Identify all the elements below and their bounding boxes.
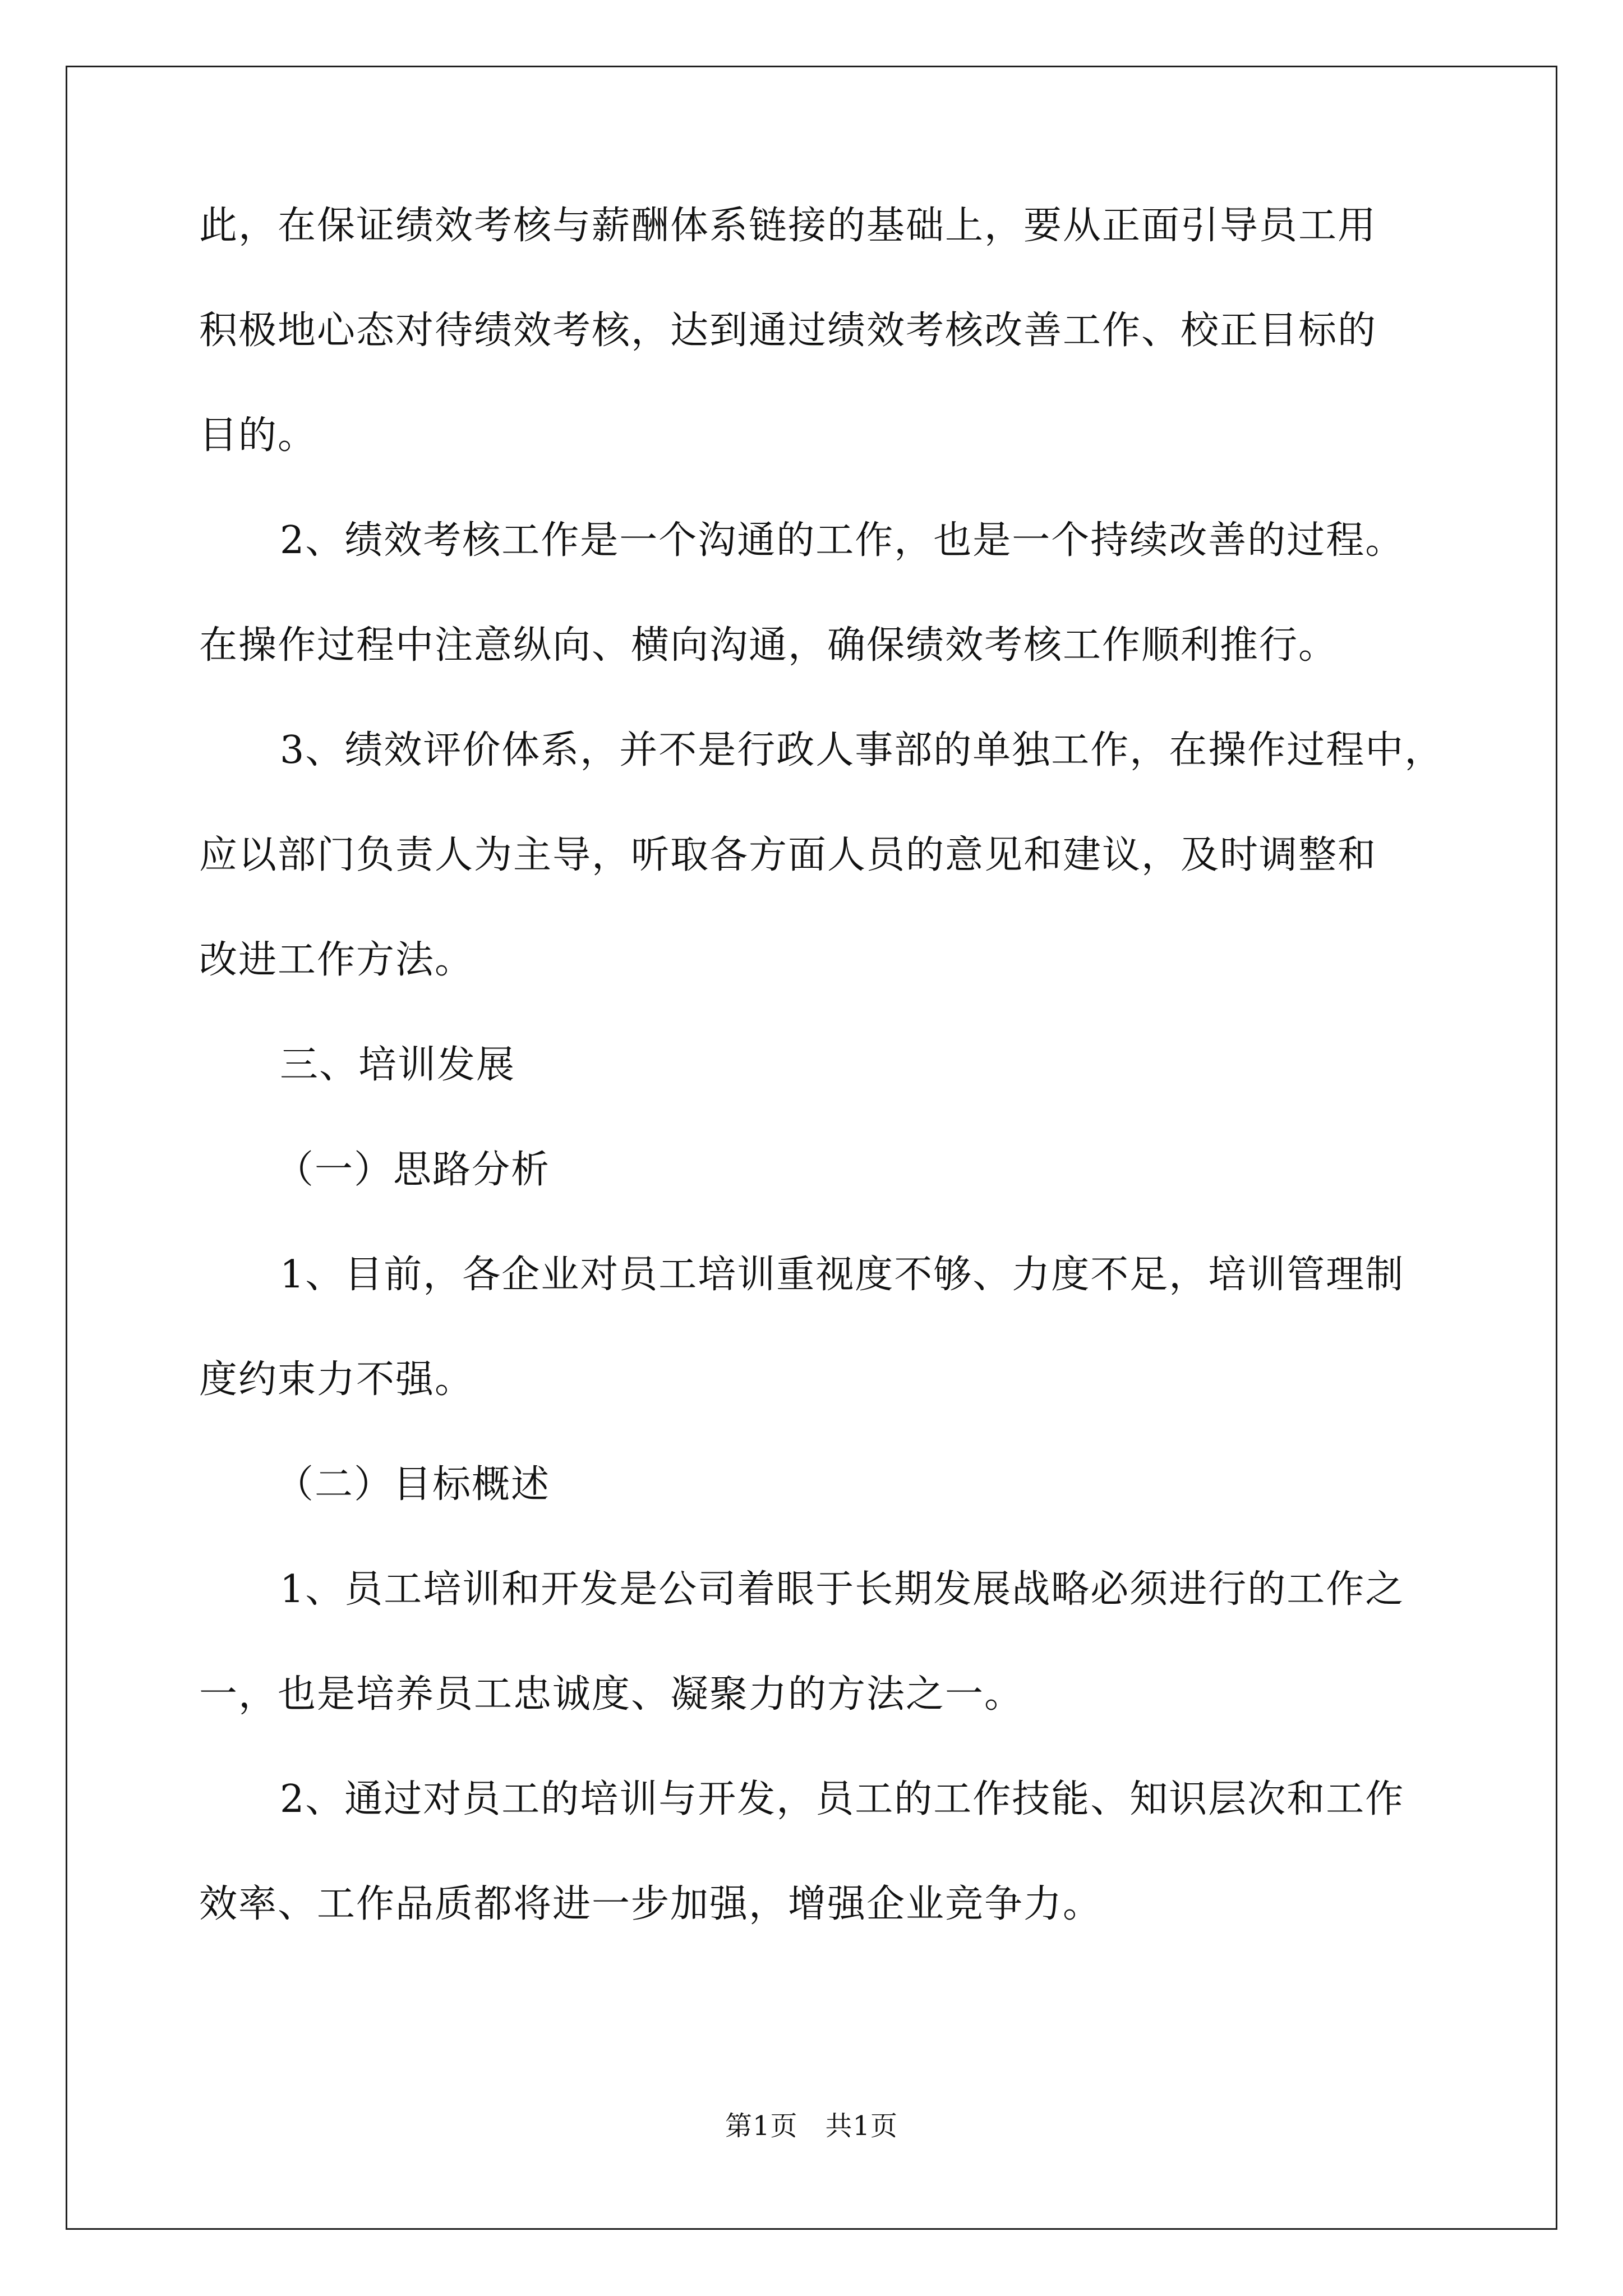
paragraph-line: 改进工作方法。 [199,938,474,982]
paragraph-line: 1、目前，各企业对员工培训重视度不够、力度不足，培训管理制 [280,1253,1405,1297]
section-heading: 三、培训发展 [280,1043,516,1087]
paragraph-line: 3、绩效评价体系，并不是行政人事部的单独工作，在操作过程中， [280,728,1444,772]
paragraph-line: 度约束力不强。 [199,1358,474,1402]
paragraph-line: 目的。 [199,413,317,458]
paragraph-line: 2、绩效考核工作是一个沟通的工作，也是一个持续改善的过程。 [280,518,1405,563]
paragraph-line: 此，在保证绩效考核与薪酬体系链接的基础上，要从正面引导员工用 [199,204,1377,248]
paragraph-line: 一，也是培养员工忠诚度、凝聚力的方法之一。 [199,1672,1024,1717]
document-body [199,199,1444,1982]
paragraph-line: 积极地心态对待绩效考核，达到通过绩效考核改善工作、校正目标的 [199,309,1377,353]
page-number-footer: 第1页 共1页 [725,2110,898,2142]
paragraph-line: 2、通过对员工的培训与开发，员工的工作技能、知识层次和工作 [280,1777,1405,1821]
paragraph-line: 应以部门负责人为主导，听取各方面人员的意见和建议，及时调整和 [199,833,1377,877]
paragraph-line: 效率、工作品质都将进一步加强，增强企业竞争力。 [199,1882,1103,1926]
subsection-heading: （一）思路分析 [275,1148,551,1192]
paragraph-line: 在操作过程中注意纵向、横向沟通，确保绩效考核工作顺利推行。 [199,623,1338,668]
subsection-heading: （二）目标概述 [275,1462,551,1507]
paragraph-line: 1、员工培训和开发是公司着眼于长期发展战略必须进行的工作之 [280,1567,1405,1612]
